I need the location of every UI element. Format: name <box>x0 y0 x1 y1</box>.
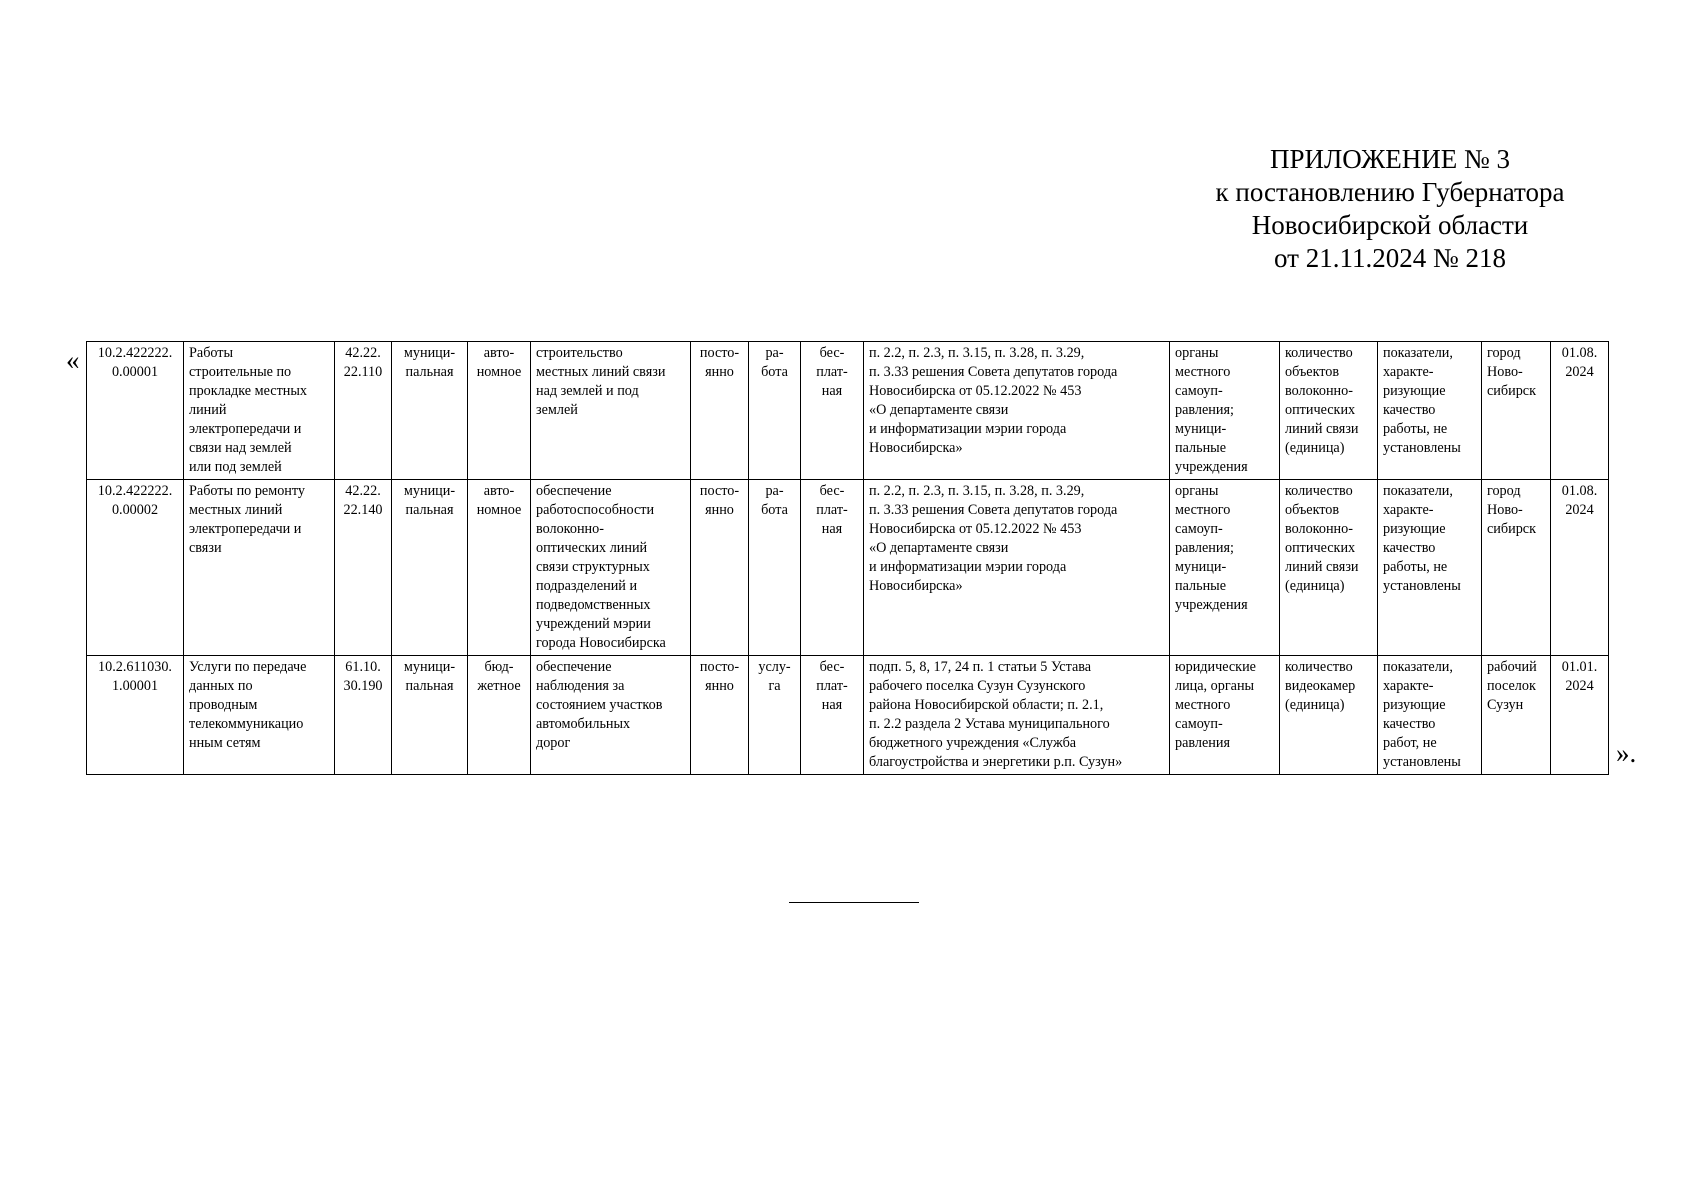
register-table <box>86 341 1609 775</box>
date-cell: 01.08. 2024 <box>1551 480 1609 656</box>
quality-indicator-cell: показатели, характе- ризующие качество работы, не установлены <box>1378 480 1482 656</box>
consumers-cell: юридические лица, органы местного самоуп- равления <box>1170 656 1280 775</box>
appendix-region-line: Новосибирской области <box>1251 210 1529 240</box>
okved-code-cell: 42.22. 22.110 <box>335 342 392 480</box>
paid-cell: бес- плат- ная <box>801 656 864 775</box>
place-cell: город Ново- сибирск <box>1482 342 1551 480</box>
legal-basis-cell: п. 2.2, п. 2.3, п. 3.15, п. 3.28, п. 3.29, п. 3.33 решения Совета депутатов города Новосибирска от 05.12.2022 № 453 «О департаменте связи и информатизации мэрии города Новосибирска» <box>864 342 1170 480</box>
legal-basis-cell: п. 2.2, п. 2.3, п. 3.15, п. 3.28, п. 3.29, п. 3.33 решения Совета депутатов города Новосибирска от 05.12.2022 № 453 «О департаменте связи и информатизации мэрии города Новосибирска» <box>864 480 1170 656</box>
opening-quote: « <box>66 345 80 375</box>
place-cell: город Ново- сибирск <box>1482 480 1551 656</box>
content-cell: обеспечение наблюдения за состоянием участков автомобильных дорог <box>531 656 691 775</box>
period-cell: посто- янно <box>691 342 749 480</box>
okved-code-cell: 42.22. 22.140 <box>335 480 392 656</box>
kind-cell: услу- га <box>749 656 801 775</box>
table-row <box>87 342 1609 480</box>
separator-line <box>789 902 919 903</box>
table-row <box>87 656 1609 775</box>
service-code-cell: 10.2.422222. 0.00001 <box>87 342 184 480</box>
institution-type-cell: авто- номное <box>468 342 531 480</box>
consumers-cell: органы местного самоуп- равления; муници- пальные учреждения <box>1170 480 1280 656</box>
consumers-cell: органы местного самоуп- равления; муници- пальные учреждения <box>1170 342 1280 480</box>
date-cell: 01.08. 2024 <box>1551 342 1609 480</box>
service-name-cell: Работы по ремонту местных линий электропередачи и связи <box>184 480 335 656</box>
level-cell: муници- пальная <box>392 480 468 656</box>
place-cell: рабочий поселок Сузун <box>1482 656 1551 775</box>
quality-indicator-cell: показатели, характе- ризующие качество работы, не установлены <box>1378 342 1482 480</box>
service-name-cell: Услуги по передаче данных по проводным телекоммуникацио нным сетям <box>184 656 335 775</box>
content-cell: обеспечение работоспособности волоконно- оптических линий связи структурных подразделений и подведомственных учреждений мэрии города Новосибирска <box>531 480 691 656</box>
kind-cell: ра- бота <box>749 342 801 480</box>
legal-basis-cell: подп. 5, 8, 17, 24 п. 1 статьи 5 Устава рабочего поселка Сузун Сузунского района Новосибирской области; п. 2.1, п. 2.2 раздела 2 Устава муниципального бюджетного учреждения «Служба благоустройства и энергетики р.п. Сузун» <box>864 656 1170 775</box>
register-table-body <box>87 342 1609 775</box>
level-cell: муници- пальная <box>392 342 468 480</box>
appendix-date-number: от 21.11.2024 № 218 <box>1274 243 1506 273</box>
table-row <box>87 480 1609 656</box>
okved-code-cell: 61.10. 30.190 <box>335 656 392 775</box>
institution-type-cell: авто- номное <box>468 480 531 656</box>
service-code-cell: 10.2.422222. 0.00002 <box>87 480 184 656</box>
paid-cell: бес- плат- ная <box>801 342 864 480</box>
volume-indicator-cell: количество видеокамер (единица) <box>1280 656 1378 775</box>
period-cell: посто- янно <box>691 480 749 656</box>
service-name-cell: Работы строительные по прокладке местных линий электропередачи и связи над землей или под землей <box>184 342 335 480</box>
kind-cell: ра- бота <box>749 480 801 656</box>
period-cell: посто- янно <box>691 656 749 775</box>
service-code-cell: 10.2.611030. 1.00001 <box>87 656 184 775</box>
volume-indicator-cell: количество объектов волоконно- оптических линий связи (единица) <box>1280 480 1378 656</box>
institution-type-cell: бюд- жетное <box>468 656 531 775</box>
appendix-header <box>1180 143 1600 275</box>
date-cell: 01.01. 2024 <box>1551 656 1609 775</box>
appendix-decree-line: к постановлению Губернатора <box>1215 177 1565 207</box>
level-cell: муници- пальная <box>392 656 468 775</box>
appendix-title: ПРИЛОЖЕНИЕ № 3 <box>1269 144 1511 174</box>
closing-quote: ». <box>1616 738 1637 768</box>
content-cell: строительство местных линий связи над землей и под землей <box>531 342 691 480</box>
quality-indicator-cell: показатели, характе- ризующие качество работ, не установлены <box>1378 656 1482 775</box>
paid-cell: бес- плат- ная <box>801 480 864 656</box>
volume-indicator-cell: количество объектов волоконно- оптических линий связи (единица) <box>1280 342 1378 480</box>
